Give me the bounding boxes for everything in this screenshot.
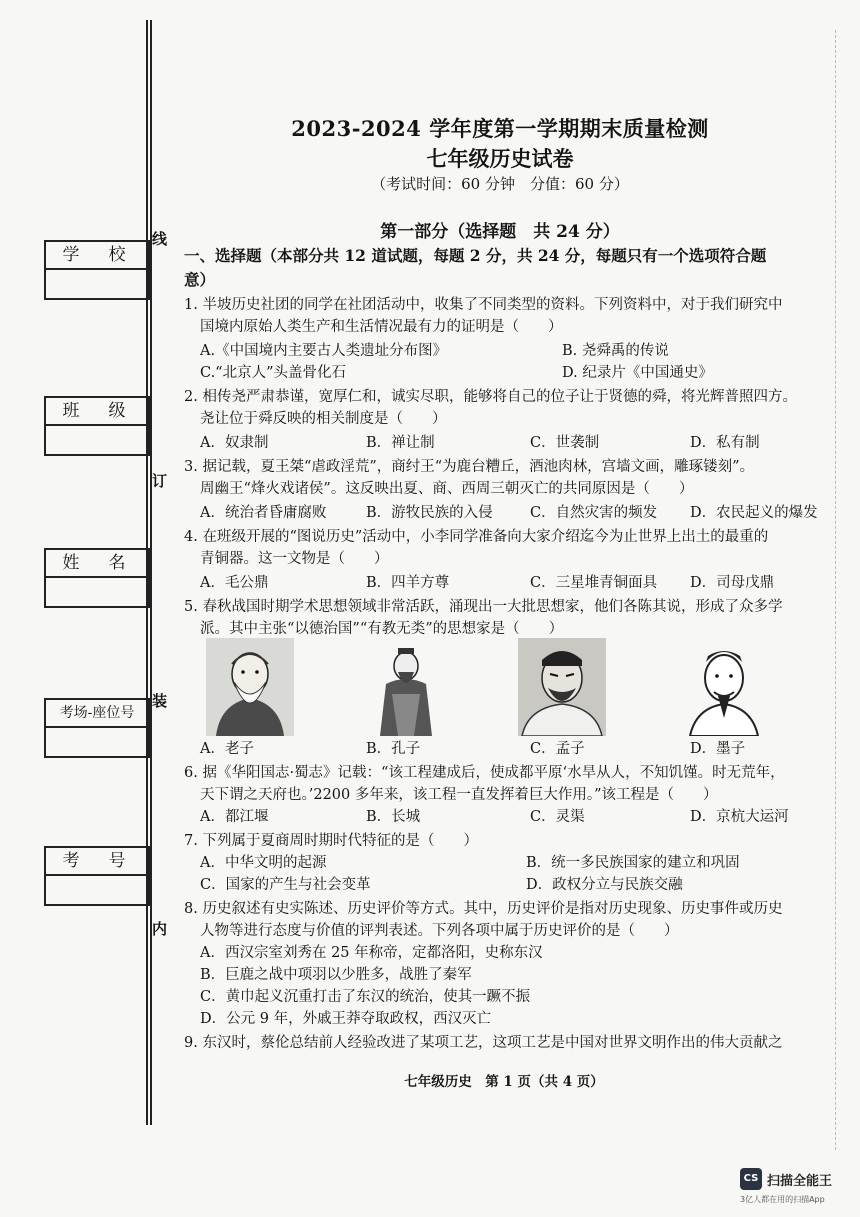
q1-option-b[interactable]: B. 尧舜禹的传说 (562, 343, 669, 359)
school-label: 学 校 (46, 242, 148, 270)
q5-option-c[interactable]: C．孟子 (530, 741, 585, 757)
binding-line-right (150, 20, 152, 1125)
q1-stem-line1: 1. 半坡历史社团的同学在社团活动中，收集了不同类型的资料。下列资料中，对于我们研究中 (184, 297, 783, 313)
q4-option-b[interactable]: B．四羊方尊 (366, 575, 450, 591)
q8-stem-line2: 人物等进行态度与价值的评判表述。下列各项中属于历史评价的是（ ） (200, 923, 679, 939)
name-blank[interactable] (46, 578, 148, 606)
mencius-portrait (518, 638, 606, 736)
q2-stem-line1: 2. 相传尧严肃恭谨，宽厚仁和，诚实尽职，能够将自己的位子让于贤德的舜，将光辉普照四方。 (184, 389, 797, 405)
laozi-portrait (206, 638, 294, 736)
page-edge-line (835, 30, 836, 1150)
q3-option-a[interactable]: A．统治者昏庸腐败 (200, 505, 327, 521)
q4-option-d[interactable]: D．司母戊鼎 (690, 575, 775, 591)
q6-stem-line1: 6. 据《华阳国志·蜀志》记载：“该工程建成后，使成都平原‘水旱从人，不知饥馑。时无荒年， (184, 765, 785, 781)
seat-blank[interactable] (46, 728, 148, 756)
watermark-name: 扫描全能王 (767, 1173, 833, 1189)
exam-number-label: 考 号 (46, 848, 148, 876)
q5-option-d[interactable]: D．墨子 (690, 741, 746, 757)
q7-option-a[interactable]: A．中华文明的起源 (200, 855, 327, 871)
exam-number-field (44, 846, 150, 906)
section-heading-line1: 一、选择题（本部分共 12 道试题，每题 2 分，共 24 分，每题只有一个选项符合题 (184, 246, 767, 265)
q6-stem-line2: 天下谓之天府也。’2200 多年来，该工程一直发挥着巨大作用。”该工程是（ ） (200, 787, 718, 803)
page-footer: 七年级历史 第 1 页（共 4 页） (404, 1074, 604, 1090)
q1-option-c[interactable]: C.“北京人”头盖骨化石 (200, 365, 347, 381)
q3-option-c[interactable]: C．自然灾害的频发 (530, 505, 658, 521)
school-blank[interactable] (46, 270, 148, 298)
q8-option-c[interactable]: C．黄巾起义沉重打击了东汉的统治，使其一蹶不振 (200, 989, 531, 1005)
seat-field (44, 698, 150, 758)
class-blank[interactable] (46, 426, 148, 454)
q5-option-b[interactable]: B．孔子 (366, 741, 421, 757)
seal-char-nei: 内 (152, 920, 168, 938)
q6-option-d[interactable]: D．京杭大运河 (690, 809, 789, 825)
section-heading-line2: 意） (184, 270, 216, 289)
q7-option-c[interactable]: C．国家的产生与社会变革 (200, 877, 371, 893)
q7-stem: 7. 下列属于夏商周时期时代特征的是（ ） (184, 833, 478, 849)
q3-stem-line1: 3. 据记载，夏王桀“虐政淫荒”，商纣王“为鹿台糟丘，酒池肉林，宫墙文画，雕琢镂刻”。 (184, 459, 755, 475)
q5-stem-line1: 5. 春秋战国时期学术思想领域非常活跃，涌现出一大批思想家，他们各陈其说，形成了众多学 (184, 599, 783, 615)
q8-option-d[interactable]: D．公元 9 年，外戚王莽夺取政权，西汉灭亡 (200, 1011, 492, 1027)
name-label: 姓 名 (46, 550, 148, 578)
seal-char-ding: 订 (152, 472, 168, 490)
q3-option-b[interactable]: B．游牧民族的入侵 (366, 505, 493, 521)
camscanner-logo-icon: CS (740, 1168, 762, 1190)
q3-stem-line2: 周幽王“烽火戏诸侯”。这反映出夏、商、西周三朝灭亡的共同原因是（ ） (200, 481, 694, 497)
confucius-portrait (362, 638, 450, 736)
exam-info: （考试时间：60 分钟 分值：60 分） (371, 175, 629, 193)
exam-number-blank[interactable] (46, 876, 148, 904)
q4-option-a[interactable]: A．毛公鼎 (200, 575, 269, 591)
exam-subtitle: 七年级历史试卷 (426, 146, 574, 171)
q4-stem-line1: 4. 在班级开展的“图说历史”活动中，小李同学准备向大家介绍迄今为止世界上出土的最重的 (184, 529, 769, 545)
scanner-watermark (740, 1168, 832, 1190)
q1-option-d[interactable]: D. 纪录片《中国通史》 (562, 365, 713, 381)
q8-stem-line1: 8. 历史叙述有史实陈述、历史评价等方式。其中，历史评价是指对历史现象、历史事件或历史 (184, 901, 783, 917)
q6-option-c[interactable]: C．灵渠 (530, 809, 585, 825)
q2-option-a[interactable]: A．奴隶制 (200, 435, 269, 451)
q6-option-b[interactable]: B．长城 (366, 809, 421, 825)
part-title: 第一部分（选择题 共 24 分） (380, 222, 620, 242)
q7-option-d[interactable]: D．政权分立与民族交融 (526, 877, 683, 893)
q9-stem-line1: 9. 东汉时，蔡伦总结前人经验改进了某项工艺，这项工艺是中国对世界文明作出的伟大贡献之 (184, 1035, 783, 1051)
name-field (44, 548, 150, 608)
q1-stem-line2: 国境内原始人类生产和生活情况最有力的证明是（ ） (200, 319, 563, 335)
seal-char-zhuang: 装 (152, 692, 168, 710)
seal-char-xian: 线 (152, 230, 168, 248)
q2-option-c[interactable]: C．世袭制 (530, 435, 600, 451)
q2-option-b[interactable]: B．禅让制 (366, 435, 435, 451)
q4-stem-line2: 青铜器。这一文物是（ ） (200, 551, 389, 567)
q2-option-d[interactable]: D．私有制 (690, 435, 760, 451)
q2-stem-line2: 尧让位于舜反映的相关制度是（ ） (200, 411, 447, 427)
q6-option-a[interactable]: A．都江堰 (200, 809, 269, 825)
class-field (44, 396, 150, 456)
q1-option-a[interactable]: A.《中国境内主要古人类遗址分布图》 (200, 343, 448, 359)
school-field (44, 240, 150, 300)
q5-stem-line2: 派。其中主张“以德治国”“有教无类”的思想家是（ ） (200, 621, 564, 637)
seat-label: 考场-座位号 (46, 700, 148, 728)
q5-option-a[interactable]: A．老子 (200, 741, 254, 757)
q8-option-b[interactable]: B．巨鹿之战中项羽以少胜多，战胜了秦军 (200, 967, 472, 983)
mozi-portrait (680, 638, 768, 736)
exam-title: 2023-2024 学年度第一学期期末质量检测 (291, 116, 709, 141)
watermark-subtitle: 3亿人都在用的扫描App (740, 1195, 825, 1204)
q8-option-a[interactable]: A．西汉宗室刘秀在 25 年称帝，定都洛阳，史称东汉 (200, 945, 543, 961)
class-label: 班 级 (46, 398, 148, 426)
q4-option-c[interactable]: C．三星堆青铜面具 (530, 575, 658, 591)
q3-option-d[interactable]: D．农民起义的爆发 (690, 505, 818, 521)
q7-option-b[interactable]: B．统一多民族国家的建立和巩固 (526, 855, 740, 871)
